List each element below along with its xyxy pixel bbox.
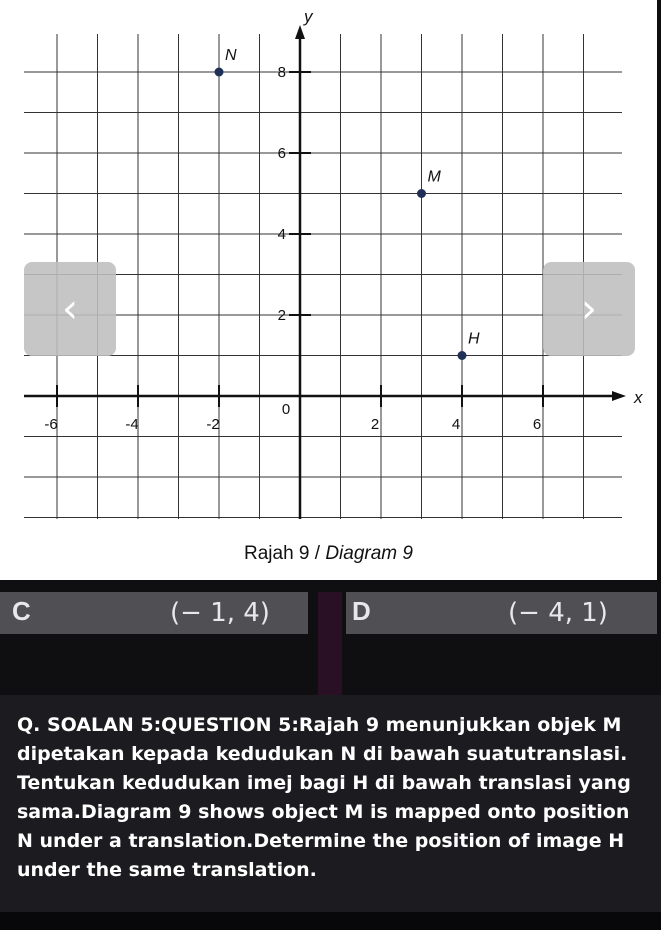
point-label-h: H xyxy=(468,330,480,348)
y-tick-label: 6 xyxy=(277,145,286,162)
option-letter: C xyxy=(12,596,31,626)
chevron-left-icon: ‹ xyxy=(62,286,78,332)
point-h xyxy=(458,351,467,360)
caption-english: Diagram 9 xyxy=(325,543,413,564)
y-tick-label: 2 xyxy=(277,307,286,324)
option-c[interactable] xyxy=(0,592,308,634)
point-label-n: N xyxy=(225,47,237,64)
answer-options xyxy=(0,580,661,695)
x-tick-label: -6 xyxy=(44,416,58,433)
caption-malay: Rajah 9 / xyxy=(244,543,326,564)
point-label-m: M xyxy=(427,168,441,186)
question-box xyxy=(0,695,661,930)
divider xyxy=(318,592,342,695)
x-tick-label: 4 xyxy=(451,416,461,433)
bottom-bar xyxy=(0,912,661,930)
y-tick-label: 4 xyxy=(277,226,286,243)
x-axis-label: x xyxy=(634,388,643,407)
y-axis-arrow xyxy=(295,25,305,39)
carousel-next-button[interactable] xyxy=(543,262,635,356)
y-axis-label: y xyxy=(304,7,313,26)
x-tick-label: 6 xyxy=(532,416,542,433)
x-tick-label: -2 xyxy=(206,416,220,433)
carousel-prev-button[interactable] xyxy=(24,262,116,356)
x-tick-label: 0 xyxy=(281,401,291,418)
y-tick-label: 8 xyxy=(277,64,286,81)
chevron-right-icon: › xyxy=(581,286,597,332)
option-value: (− 4, 1) xyxy=(508,598,608,628)
x-tick-label: 2 xyxy=(370,416,380,433)
x-axis-arrow xyxy=(612,391,626,401)
diagram-caption xyxy=(0,543,657,565)
option-letter: D xyxy=(352,596,371,626)
point-m xyxy=(417,189,426,198)
question-text: Q. SOALAN 5:QUESTION 5:Rajah 9 menunjukkan objek M dipetakan kepada kedudukan N di bawah suatutranslasi. Tentukan kedudukan imej bagi H di bawah translasi yang sama.Diagram 9 shows object M is mapped onto position N under a translation.Determine the position of image H under the same translation. xyxy=(17,714,631,881)
point-n xyxy=(215,68,224,77)
option-value: (− 1, 4) xyxy=(170,598,270,628)
x-tick-label: -4 xyxy=(125,416,139,433)
option-d[interactable] xyxy=(346,592,657,634)
